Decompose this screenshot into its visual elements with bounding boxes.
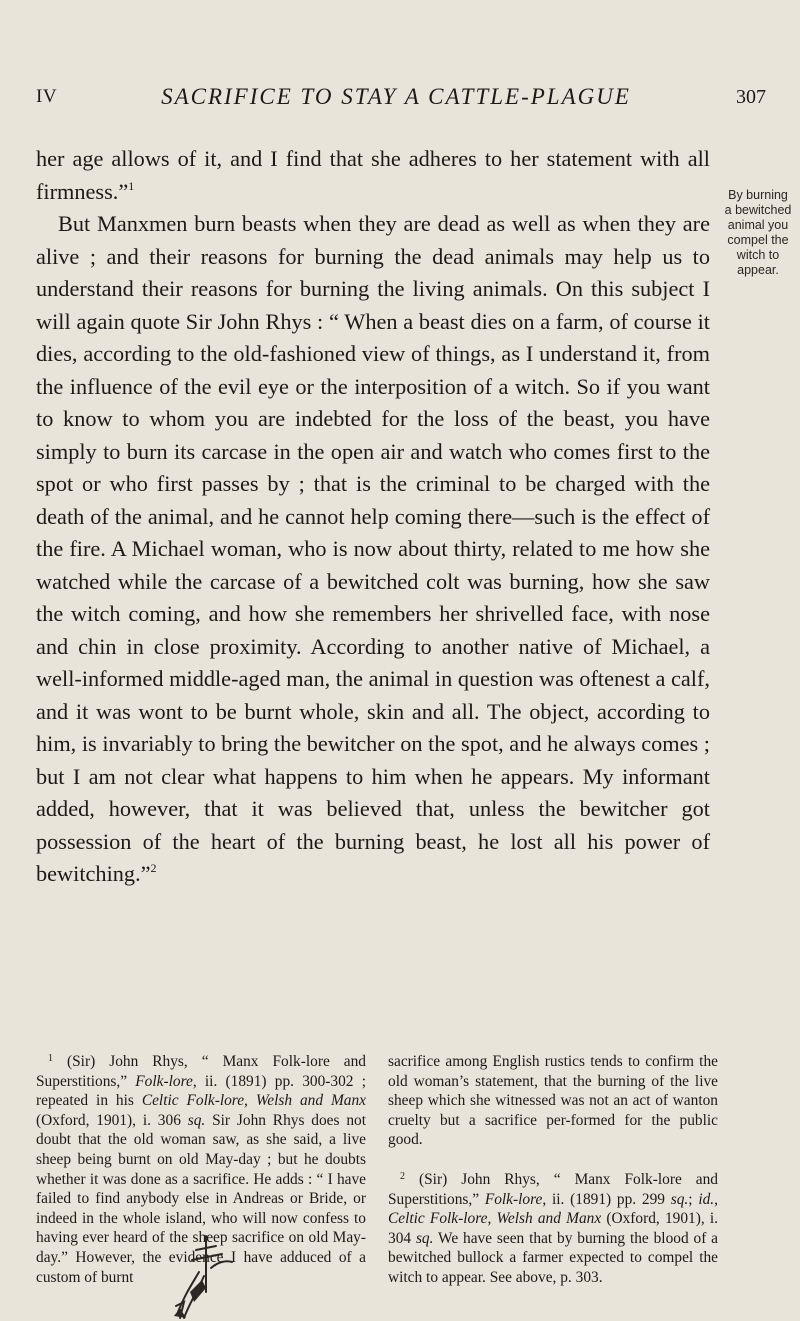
footnote-italic: id., Celtic Folk-lore, Welsh and Manx: [388, 1190, 718, 1228]
footnote-text: (Sir) John Rhys, “ Manx Folk-lore and Superstitions,”: [388, 1170, 718, 1208]
footnote-italic: Celtic Folk-lore, Welsh and Manx: [141, 1092, 367, 1110]
footnote-ref: 2: [150, 861, 157, 875]
margin-note-line: a bewitched: [724, 203, 792, 217]
footnote-1-continued: sacrifice among English rustics tends to confirm the old woman’s statement, that the burning of the live sheep which she witnessed was not an act of wanton cruelty but a sacrifice per-formed for the public good.: [388, 1053, 718, 1149]
main-text: [36, 143, 710, 891]
footnote-italic: sq.: [187, 1111, 206, 1129]
footnote-text: Sir John Rhys does not doubt that the old woman saw, as she said, a live sheep being burnt on old May-day ; but he doubts whether it was done as a sacrifice. He adds : “ I have failed to find anybody else in Andreas or Bride, or indeed in the whole island, who will now confess to having ever heard of the sheep sacrifice on old May-day.” However, the evidence I have adduced of a custom of burnt: [36, 1111, 366, 1286]
margin-note-line: witch to: [736, 248, 780, 262]
paragraph-text: But Manxmen burn beasts when they are dead as well as when they are alive ; and their reasons for burning the dead animals may help us to understand their reasons for burning the living animals. On this subject I will again quote Sir John Rhys : “ When a beast dies on a farm, of course it dies, according to the old-fashioned view of things, as I understand it, from the influence of the evil eye or the interposition of a witch. So if you want to know to whom you are indebted for the loss of the beast, you have simply to burn its carcase in the open air and watch who comes first to the spot or who first passes by ; that is the criminal to be charged with the death of the animal, and he cannot help coming there—such is the effect of the fire. A Michael woman, who is now about thirty, related to me how she watched while the carcase of a bewitched colt was burning, how she saw the witch coming, and how she remembers her shrivelled face, with nose and chin in close proximity. According to another native of Michael, a well-informed middle-aged man, the animal in question was oftenest a calf, and it was wont to be burnt whole, skin and all. The object, according to him, is invariably to bring the bewitcher on the spot, and he always comes ; but I am not clear what happens to him when he appears. My informant added, however, that it was believed that, unless the bewitcher got possession of the heart of the burning beast, he lost all his power of bewitching.”: [36, 211, 710, 886]
page-number: 307: [736, 86, 766, 108]
printer-ornament: [166, 1232, 246, 1321]
footnote-text: (Sir) John Rhys, “ Manx Folk-lore and Superstitions,”: [36, 1053, 366, 1090]
margin-note-line: compel the: [727, 233, 789, 247]
running-head: [36, 86, 782, 116]
footnote-number: 1: [48, 1053, 53, 1064]
chapter-number: IV: [36, 86, 58, 107]
margin-note-line: By burning: [728, 188, 788, 202]
footnote-text: ;: [688, 1190, 699, 1208]
footnote-italic: sq.: [670, 1190, 689, 1208]
footnote-number: 2: [400, 1170, 405, 1182]
margin-note-line: animal you: [727, 218, 789, 232]
footnote-italic: Folk-lore: [135, 1072, 193, 1090]
running-title: SACRIFICE TO STAY A CATTLE-PLAGUE: [161, 84, 631, 109]
paragraph-continued: [36, 143, 710, 208]
footnote-italic: sq.: [415, 1229, 434, 1247]
paragraph-text: her age allows of it, and I find that she adheres to her statement with all firmness.”: [36, 146, 710, 204]
paragraph: [36, 208, 710, 891]
footnote-ref: 1: [128, 178, 135, 193]
margin-note-line: appear.: [737, 263, 779, 277]
footnote-text: , ii. (1891) pp. 300-302 ; repeated in his: [36, 1072, 366, 1110]
footnote-text: (Oxford, 1901), i. 304: [388, 1210, 718, 1247]
footnote-text: We have seen that by burning the blood of a bewitched bullock a farmer expected to compel the witch to appear. See above, p. 303.: [388, 1229, 718, 1286]
footnote-text: , ii. (1891) pp. 299: [542, 1190, 671, 1208]
footnote-column-right: [388, 1052, 718, 1288]
footnote-italic: Folk-lore: [484, 1190, 543, 1208]
footnote-text: (Oxford, 1901), i. 306: [36, 1111, 188, 1129]
footnote-2: [388, 1170, 718, 1288]
margin-note: [718, 188, 798, 278]
